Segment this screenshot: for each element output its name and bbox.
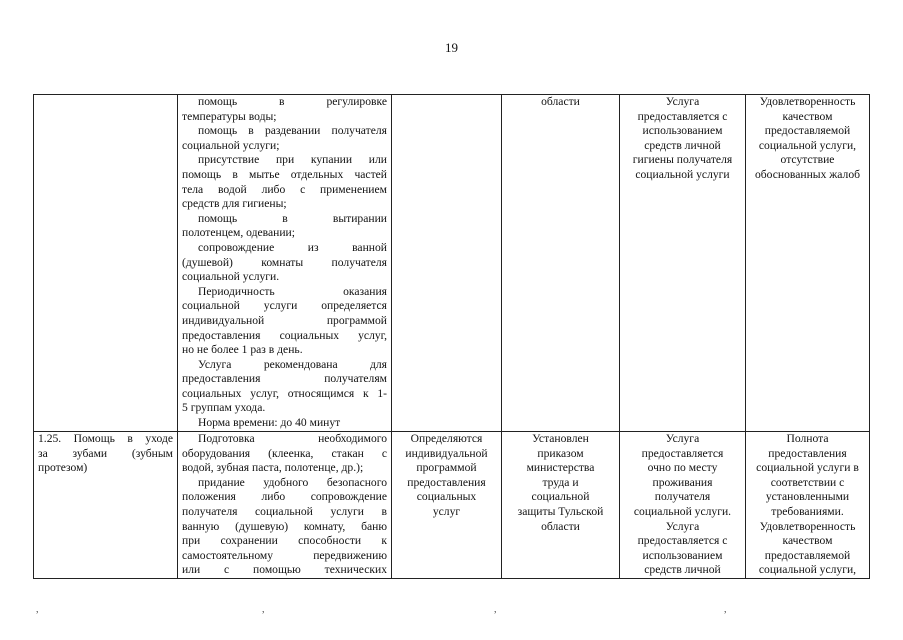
text-line: предоставляется с [637,109,728,123]
service-name-lines [38,432,173,476]
text-line: средств личной [644,563,721,577]
description-lines [182,95,387,431]
scan-mark: , [724,604,727,615]
text-line: соответствии с [770,475,845,489]
text-line: предоставляемой [764,548,851,562]
description-lines [182,432,387,578]
description-line: Услуга рекомендована для [198,357,387,371]
description-line: при сохранении способности к [182,534,387,548]
service-volume-cell [392,432,502,579]
table-row [34,432,870,579]
text-line: социальных [416,490,477,504]
text-line: социальной [531,490,590,504]
description-line: получателя социальной услуги в [182,504,387,518]
description-line: помощь в вытирании [198,211,387,225]
text-line: области [541,519,580,533]
service-description-cell [178,432,392,579]
description-line: 5 группам ухода. [182,401,266,415]
text-line: министерства [526,461,595,475]
description-line: помощь в раздевании получателя [198,124,387,138]
service-conditions-cell [620,95,746,432]
description-line: социальной услуги; [182,138,280,152]
text-line: очно по месту [647,461,718,475]
description-line: средств для гигиены; [182,197,287,211]
description-line: температуры воды; [182,109,277,123]
text-line: социальной услуги, [758,138,857,152]
text-line: за зубами (зубным [38,446,173,460]
description-line: (душевой) комнаты получателя [182,255,387,269]
service-cost-cell [502,432,620,579]
text-line: использованием [642,548,723,562]
description-line: водой, зубная паста, полотенце, др.); [182,461,364,475]
text-line: требованиями. [771,504,844,518]
service-volume-cell [392,95,502,432]
text-line: предоставляется с [637,534,728,548]
text-line: 1.25. Помощь в уходе [38,432,173,445]
service-description-cell [178,95,392,432]
description-line: индивидуальной программой [182,313,387,327]
text-line: качеством [782,534,833,548]
text-line: социальной услуги в [756,461,859,475]
conditions-lines [624,432,741,578]
description-line: предоставления получателям [182,372,387,386]
description-line: тела водой либо с применением [182,182,387,196]
scan-mark: , [494,604,497,615]
conditions-lines [624,95,741,183]
text-line: протезом) [38,461,88,475]
text-line: качеством [782,109,833,123]
text-line: Услуга [665,519,700,533]
text-line: защиты Тульской [517,504,604,518]
service-name-cell [34,95,178,432]
text-line: области [541,95,580,108]
text-line: средств личной [644,138,721,152]
text-line: Полнота [786,432,829,445]
service-name-cell [34,432,178,579]
text-line: Установлен [532,432,589,445]
text-line: приказом [537,446,584,460]
text-line: программой [416,461,477,475]
text-line: услуг [432,504,461,518]
description-line: или с помощью технических [182,563,387,577]
text-line: использованием [642,124,723,138]
scan-margin-marks [0,604,903,615]
description-line: социальной услуги. [182,270,280,284]
description-line: полотенцем, одевании; [182,226,295,240]
description-line: придание удобного безопасного [198,475,387,489]
service-quality-cell [746,95,870,432]
text-line: Услуга [665,432,700,445]
text-line: обоснованных жалоб [754,167,861,181]
table-row [34,95,870,432]
scan-mark: , [36,604,39,615]
text-line: установленными [765,490,850,504]
service-quality-cell [746,432,870,579]
text-line: предоставляется [641,446,724,460]
description-line: социальных услуг, относящимся к 1- [182,386,387,400]
volume-lines [396,432,497,520]
description-line: самостоятельному передвижению [182,548,387,562]
description-line: Подготовка необходимого [198,432,387,445]
description-line: но не более 1 раз в день. [182,343,303,357]
description-line: Периодичность оказания [198,284,387,298]
scan-mark: , [262,604,265,615]
text-line: гигиены получателя [632,153,733,167]
description-line: ванную (душевую) комнату, баню [182,519,387,533]
service-conditions-cell [620,432,746,579]
cost-lines [506,432,615,534]
description-line: социальной услуги определяется [182,299,387,313]
text-line: получателя [654,490,711,504]
quality-lines [750,95,865,183]
text-line: предоставления [768,446,847,460]
description-line: оборудования (клеенка, стакан с [182,446,387,460]
text-line: социальной услуги [635,167,730,181]
text-line: труда и [542,475,579,489]
text-line: Удовлетворенность [759,95,856,108]
text-line: проживания [652,475,713,489]
services-table [33,94,870,579]
text-line: Услуга [665,95,700,108]
description-line: сопровождение из ванной [198,240,387,254]
text-line: индивидуальной [405,446,488,460]
text-line: Определяются [410,432,483,445]
service-cost-cell [502,95,620,432]
text-line: Удовлетворенность [759,519,856,533]
description-line: положения либо сопровождение [182,490,387,504]
text-line: социальной услуги. [633,504,732,518]
text-line: предоставления [407,475,486,489]
description-line: помощь в регулировке [198,95,387,108]
text-line: отсутствие [780,153,835,167]
cost-lines [506,95,615,110]
description-line: Норма времени: до 40 минут [198,416,341,430]
description-line: помощь в мытье отдельных частей [182,167,387,181]
page-number: 19 [445,40,458,55]
text-line: социальной услуги, [758,563,857,577]
description-line: предоставления социальных услуг, [182,328,387,342]
text-line: предоставляемой [764,124,851,138]
quality-lines [750,432,865,578]
description-line: присутствие при купании или [198,153,387,167]
